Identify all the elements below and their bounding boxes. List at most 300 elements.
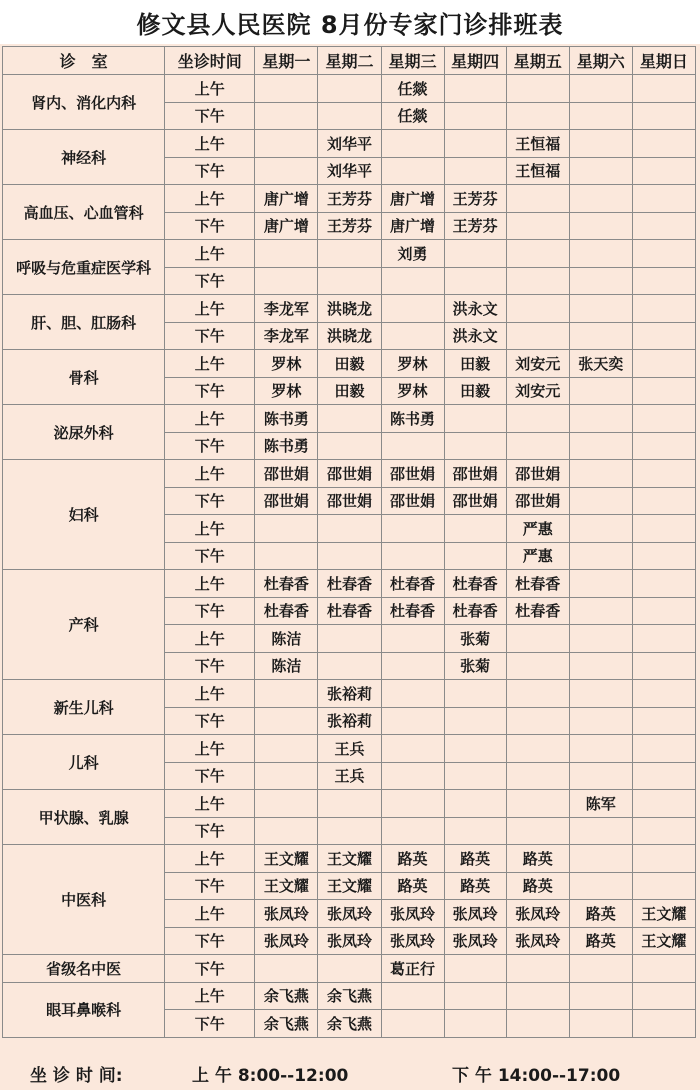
doctor-cell	[318, 817, 381, 845]
session-time: 下午	[165, 652, 255, 680]
doctor-cell	[255, 762, 318, 790]
doctor-cell	[632, 845, 695, 873]
doctor-cell	[632, 762, 695, 790]
doctor-cell	[444, 75, 506, 103]
doctor-cell	[569, 322, 632, 350]
doctor-cell	[569, 295, 632, 323]
doctor-cell	[444, 130, 506, 158]
doctor-cell	[444, 267, 506, 295]
session-time: 下午	[165, 597, 255, 625]
doctor-cell: 王兵	[318, 735, 381, 763]
table-row	[3, 460, 696, 488]
doctor-cell	[632, 1010, 695, 1038]
doctor-cell	[444, 735, 506, 763]
doctor-cell	[569, 487, 632, 515]
doctor-cell	[569, 102, 632, 130]
doctor-cell	[318, 625, 381, 653]
doctor-cell	[444, 680, 506, 708]
doctor-cell: 王芳芬	[318, 212, 381, 240]
session-time: 上午	[165, 680, 255, 708]
doctor-cell: 杜春香	[255, 597, 318, 625]
doctor-cell	[318, 652, 381, 680]
doctor-cell: 路英	[381, 872, 444, 900]
doctor-cell: 张凤玲	[318, 900, 381, 928]
doctor-cell	[381, 542, 444, 570]
doctor-cell	[444, 102, 506, 130]
doctor-cell	[506, 212, 569, 240]
department-name: 泌尿外科	[3, 405, 165, 460]
doctor-cell	[632, 487, 695, 515]
doctor-cell	[255, 240, 318, 268]
doctor-cell	[255, 75, 318, 103]
doctor-cell	[506, 735, 569, 763]
session-time: 下午	[165, 432, 255, 460]
doctor-cell	[381, 790, 444, 818]
table-row	[3, 955, 696, 983]
doctor-cell: 王恒福	[506, 130, 569, 158]
doctor-cell	[632, 680, 695, 708]
table-row	[3, 790, 696, 818]
doctor-cell: 张凤玲	[381, 927, 444, 955]
session-time: 下午	[165, 377, 255, 405]
doctor-cell	[255, 102, 318, 130]
doctor-cell: 王芳芬	[318, 185, 381, 213]
doctor-cell	[569, 570, 632, 598]
doctor-cell	[381, 157, 444, 185]
department-name: 新生儿科	[3, 680, 165, 735]
doctor-cell: 严惠	[506, 542, 569, 570]
session-time: 上午	[165, 845, 255, 873]
doctor-cell	[444, 707, 506, 735]
doctor-cell	[632, 597, 695, 625]
department-name: 省级名中医	[3, 955, 165, 983]
doctor-cell: 路英	[444, 845, 506, 873]
doctor-cell: 唐广增	[255, 212, 318, 240]
doctor-cell	[444, 955, 506, 983]
doctor-cell	[569, 1010, 632, 1038]
session-time: 上午	[165, 735, 255, 763]
doctor-cell: 李龙军	[255, 322, 318, 350]
doctor-cell: 刘安元	[506, 377, 569, 405]
table-row	[3, 982, 696, 1010]
doctor-cell: 余飞燕	[255, 982, 318, 1010]
doctor-cell	[318, 955, 381, 983]
doctor-cell: 罗林	[381, 350, 444, 378]
doctor-cell	[632, 157, 695, 185]
doctor-cell	[569, 542, 632, 570]
department-name: 甲状腺、乳腺	[3, 790, 165, 845]
doctor-cell: 路英	[444, 872, 506, 900]
doctor-cell	[632, 405, 695, 433]
doctor-cell: 李龙军	[255, 295, 318, 323]
table-row	[3, 570, 696, 598]
doctor-cell: 刘华平	[318, 157, 381, 185]
doctor-cell: 陈军	[569, 790, 632, 818]
header-thursday: 星期四	[444, 47, 506, 75]
doctor-cell	[318, 542, 381, 570]
doctor-cell	[444, 432, 506, 460]
doctor-cell	[318, 515, 381, 543]
doctor-cell: 杜春香	[255, 570, 318, 598]
doctor-cell: 王芳芬	[444, 185, 506, 213]
doctor-cell	[444, 982, 506, 1010]
doctor-cell: 张天奕	[569, 350, 632, 378]
doctor-cell	[569, 515, 632, 543]
doctor-cell	[569, 817, 632, 845]
clinic-hours	[0, 1053, 700, 1090]
doctor-cell	[381, 625, 444, 653]
doctor-cell: 陈洁	[255, 652, 318, 680]
doctor-cell	[381, 762, 444, 790]
doctor-cell	[632, 735, 695, 763]
afternoon-hours: 下 午 14:00--17:00	[452, 1066, 621, 1086]
doctor-cell: 刘勇	[381, 240, 444, 268]
doctor-cell: 路英	[569, 927, 632, 955]
department-name: 骨科	[3, 350, 165, 405]
doctor-cell	[569, 75, 632, 103]
header-row	[3, 47, 696, 75]
doctor-cell: 张裕莉	[318, 707, 381, 735]
department-name: 中医科	[3, 845, 165, 955]
doctor-cell	[506, 680, 569, 708]
doctor-cell: 余飞燕	[318, 1010, 381, 1038]
doctor-cell	[255, 955, 318, 983]
doctor-cell	[318, 240, 381, 268]
doctor-cell	[569, 597, 632, 625]
doctor-cell	[632, 212, 695, 240]
doctor-cell: 田毅	[318, 350, 381, 378]
doctor-cell: 余飞燕	[255, 1010, 318, 1038]
doctor-cell	[632, 625, 695, 653]
doctor-cell: 严惠	[506, 515, 569, 543]
doctor-cell: 路英	[381, 845, 444, 873]
doctor-cell	[255, 130, 318, 158]
doctor-cell: 张凤玲	[444, 900, 506, 928]
doctor-cell: 杜春香	[381, 570, 444, 598]
doctor-cell	[255, 515, 318, 543]
doctor-cell	[569, 267, 632, 295]
doctor-cell	[506, 955, 569, 983]
schedule-body	[3, 75, 696, 1038]
doctor-cell	[569, 872, 632, 900]
doctor-cell	[381, 817, 444, 845]
doctor-cell: 洪永文	[444, 295, 506, 323]
doctor-cell	[381, 735, 444, 763]
session-time: 上午	[165, 570, 255, 598]
session-time: 下午	[165, 707, 255, 735]
table-row	[3, 185, 696, 213]
doctor-cell: 张裕莉	[318, 680, 381, 708]
doctor-cell	[381, 130, 444, 158]
doctor-cell	[444, 542, 506, 570]
doctor-cell	[444, 817, 506, 845]
doctor-cell: 余飞燕	[318, 982, 381, 1010]
doctor-cell	[569, 432, 632, 460]
doctor-cell	[632, 955, 695, 983]
doctor-cell: 陈洁	[255, 625, 318, 653]
doctor-cell	[632, 515, 695, 543]
doctor-cell: 张菊	[444, 625, 506, 653]
table-row	[3, 75, 696, 103]
clinic-hours-label: 坐 诊 时 间:	[30, 1066, 123, 1086]
doctor-cell	[444, 515, 506, 543]
doctor-cell: 王兵	[318, 762, 381, 790]
table-row	[3, 405, 696, 433]
doctor-cell	[381, 1010, 444, 1038]
doctor-cell: 邵世娟	[318, 460, 381, 488]
doctor-cell	[569, 185, 632, 213]
doctor-cell	[569, 240, 632, 268]
doctor-cell	[632, 377, 695, 405]
doctor-cell	[632, 102, 695, 130]
doctor-cell	[632, 790, 695, 818]
doctor-cell: 杜春香	[506, 570, 569, 598]
department-name: 妇科	[3, 460, 165, 570]
doctor-cell: 唐广增	[255, 185, 318, 213]
doctor-cell: 任燚	[381, 102, 444, 130]
doctor-cell	[506, 432, 569, 460]
session-time: 上午	[165, 515, 255, 543]
doctor-cell: 唐广增	[381, 212, 444, 240]
doctor-cell: 邵世娟	[255, 487, 318, 515]
doctor-cell	[569, 735, 632, 763]
doctor-cell: 罗林	[255, 377, 318, 405]
doctor-cell: 陈书勇	[255, 432, 318, 460]
doctor-cell	[632, 707, 695, 735]
doctor-cell	[506, 75, 569, 103]
doctor-cell: 洪晓龙	[318, 295, 381, 323]
header-wednesday: 星期三	[381, 47, 444, 75]
doctor-cell	[255, 157, 318, 185]
doctor-cell: 田毅	[444, 350, 506, 378]
doctor-cell	[632, 570, 695, 598]
doctor-cell	[381, 652, 444, 680]
session-time: 上午	[165, 900, 255, 928]
doctor-cell	[255, 542, 318, 570]
doctor-cell	[318, 267, 381, 295]
doctor-cell	[444, 240, 506, 268]
doctor-cell: 邵世娟	[506, 460, 569, 488]
department-name: 高血压、心血管科	[3, 185, 165, 240]
department-name: 眼耳鼻喉科	[3, 982, 165, 1037]
doctor-cell	[255, 790, 318, 818]
department-name: 肾内、消化内科	[3, 75, 165, 130]
doctor-cell: 罗林	[255, 350, 318, 378]
doctor-cell: 张凤玲	[506, 900, 569, 928]
doctor-cell	[381, 515, 444, 543]
doctor-cell	[506, 982, 569, 1010]
morning-hours: 上 午 8:00--12:00	[192, 1066, 349, 1086]
table-row	[3, 845, 696, 873]
session-time: 下午	[165, 1010, 255, 1038]
doctor-cell	[506, 707, 569, 735]
doctor-cell: 张菊	[444, 652, 506, 680]
doctor-cell: 王恒福	[506, 157, 569, 185]
doctor-cell	[506, 405, 569, 433]
doctor-cell	[632, 185, 695, 213]
doctor-cell	[632, 295, 695, 323]
doctor-cell	[506, 790, 569, 818]
doctor-cell: 邵世娟	[255, 460, 318, 488]
doctor-cell	[381, 680, 444, 708]
header-dept: 诊 室	[3, 47, 165, 75]
table-row	[3, 735, 696, 763]
doctor-cell	[632, 872, 695, 900]
doctor-cell	[506, 240, 569, 268]
doctor-cell	[255, 267, 318, 295]
doctor-cell	[381, 982, 444, 1010]
doctor-cell	[506, 185, 569, 213]
doctor-cell: 邵世娟	[444, 460, 506, 488]
doctor-cell	[632, 817, 695, 845]
doctor-cell	[506, 625, 569, 653]
doctor-cell: 洪永文	[444, 322, 506, 350]
session-time: 下午	[165, 542, 255, 570]
department-name: 肝、胆、肛肠科	[3, 295, 165, 350]
doctor-cell	[569, 680, 632, 708]
session-time: 上午	[165, 240, 255, 268]
session-time: 下午	[165, 487, 255, 515]
doctor-cell	[381, 432, 444, 460]
doctor-cell: 罗林	[381, 377, 444, 405]
doctor-cell: 王芳芬	[444, 212, 506, 240]
doctor-cell	[444, 790, 506, 818]
doctor-cell	[569, 130, 632, 158]
table-row	[3, 680, 696, 708]
session-time: 上午	[165, 130, 255, 158]
doctor-cell	[255, 735, 318, 763]
doctor-cell	[632, 130, 695, 158]
session-time: 下午	[165, 927, 255, 955]
header-saturday: 星期六	[569, 47, 632, 75]
doctor-cell: 邵世娟	[506, 487, 569, 515]
doctor-cell: 唐广增	[381, 185, 444, 213]
doctor-cell	[632, 460, 695, 488]
doctor-cell	[506, 762, 569, 790]
session-time: 上午	[165, 405, 255, 433]
doctor-cell: 张凤玲	[255, 927, 318, 955]
doctor-cell	[381, 322, 444, 350]
doctor-cell: 任燚	[381, 75, 444, 103]
session-time: 上午	[165, 350, 255, 378]
doctor-cell: 杜春香	[318, 570, 381, 598]
department-name: 儿科	[3, 735, 165, 790]
doctor-cell	[632, 432, 695, 460]
doctor-cell	[506, 652, 569, 680]
header-sunday: 星期日	[632, 47, 695, 75]
doctor-cell: 邵世娟	[444, 487, 506, 515]
doctor-cell	[506, 102, 569, 130]
doctor-cell	[569, 377, 632, 405]
session-time: 上午	[165, 185, 255, 213]
table-row	[3, 350, 696, 378]
table-row	[3, 130, 696, 158]
doctor-cell	[506, 322, 569, 350]
doctor-cell	[632, 322, 695, 350]
header-friday: 星期五	[506, 47, 569, 75]
header-time: 坐诊时间	[165, 47, 255, 75]
doctor-cell	[381, 707, 444, 735]
doctor-cell: 路英	[569, 900, 632, 928]
doctor-cell	[569, 212, 632, 240]
doctor-cell	[569, 707, 632, 735]
session-time: 下午	[165, 872, 255, 900]
session-time: 下午	[165, 157, 255, 185]
doctor-cell	[506, 817, 569, 845]
session-time: 下午	[165, 762, 255, 790]
doctor-cell	[318, 432, 381, 460]
doctor-cell: 张凤玲	[318, 927, 381, 955]
doctor-cell: 张凤玲	[255, 900, 318, 928]
doctor-cell	[318, 102, 381, 130]
doctor-cell: 陈书勇	[255, 405, 318, 433]
doctor-cell	[444, 405, 506, 433]
doctor-cell	[569, 652, 632, 680]
doctor-cell	[569, 460, 632, 488]
doctor-cell: 张凤玲	[381, 900, 444, 928]
doctor-cell	[569, 982, 632, 1010]
doctor-cell: 张凤玲	[444, 927, 506, 955]
doctor-cell	[318, 790, 381, 818]
schedule-table	[2, 46, 696, 1038]
session-time: 下午	[165, 102, 255, 130]
doctor-cell	[444, 1010, 506, 1038]
session-time: 上午	[165, 75, 255, 103]
doctor-cell: 王文耀	[632, 900, 695, 928]
session-time: 下午	[165, 817, 255, 845]
doctor-cell: 邵世娟	[318, 487, 381, 515]
doctor-cell: 洪晓龙	[318, 322, 381, 350]
doctor-cell	[506, 267, 569, 295]
session-time: 下午	[165, 212, 255, 240]
doctor-cell	[632, 267, 695, 295]
session-time: 上午	[165, 625, 255, 653]
doctor-cell: 田毅	[318, 377, 381, 405]
doctor-cell	[632, 542, 695, 570]
doctor-cell	[255, 707, 318, 735]
doctor-cell	[632, 982, 695, 1010]
header-monday: 星期一	[255, 47, 318, 75]
doctor-cell	[381, 267, 444, 295]
department-name: 产科	[3, 570, 165, 680]
header-tuesday: 星期二	[318, 47, 381, 75]
doctor-cell	[569, 625, 632, 653]
doctor-cell	[632, 652, 695, 680]
doctor-cell: 杜春香	[381, 597, 444, 625]
session-time: 上午	[165, 982, 255, 1010]
doctor-cell	[444, 157, 506, 185]
doctor-cell	[318, 405, 381, 433]
session-time: 下午	[165, 322, 255, 350]
doctor-cell	[444, 762, 506, 790]
session-time: 下午	[165, 267, 255, 295]
table-row	[3, 240, 696, 268]
session-time: 上午	[165, 460, 255, 488]
doctor-cell: 王文耀	[255, 872, 318, 900]
doctor-cell: 路英	[506, 872, 569, 900]
doctor-cell	[506, 295, 569, 323]
doctor-cell	[255, 680, 318, 708]
doctor-cell: 田毅	[444, 377, 506, 405]
department-name: 呼吸与危重症医学科	[3, 240, 165, 295]
doctor-cell: 杜春香	[444, 597, 506, 625]
doctor-cell: 刘华平	[318, 130, 381, 158]
doctor-cell: 王文耀	[318, 872, 381, 900]
doctor-cell: 张凤玲	[506, 927, 569, 955]
session-time: 下午	[165, 955, 255, 983]
doctor-cell	[632, 350, 695, 378]
doctor-cell: 葛正行	[381, 955, 444, 983]
